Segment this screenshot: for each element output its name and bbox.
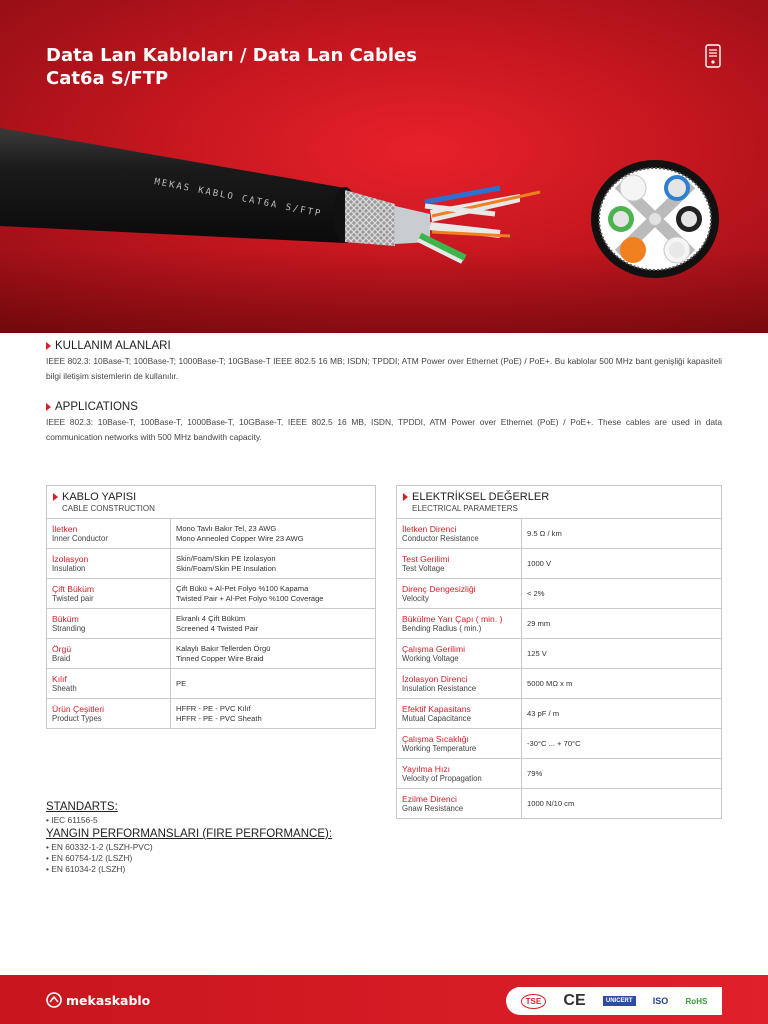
cable-print [150, 168, 350, 220]
row-label-en: Gnaw Resistance [402, 804, 464, 813]
table-row [397, 639, 722, 669]
row-value: 1000 N/10 cm [522, 789, 722, 819]
row-label-tr: İletken Direnci [402, 524, 457, 534]
table-row [47, 669, 376, 699]
row-label-en: Product Types [52, 714, 102, 723]
row-label-en: Test Voltage [402, 564, 445, 573]
table-row [47, 639, 376, 669]
row-value: Kalaylı Bakır Tellerden Örgü [176, 644, 271, 653]
ce-mark-icon: CE [563, 992, 586, 1009]
row-value: 9.5 Ω / km [522, 519, 722, 549]
table-row [397, 609, 722, 639]
row-label-en: Braid [52, 654, 71, 663]
row-value: Skin/Foam/Skin PE İzolasyon [176, 554, 276, 563]
tse-badge-icon: TSE [521, 994, 547, 1009]
table-row [397, 699, 722, 729]
electrical-subtitle: ELECTRICAL PARAMETERS [412, 504, 518, 513]
row-label-tr: Bükülme Yarı Çapı ( min. ) [402, 614, 503, 624]
title-line-2: Cat6a S/FTP [46, 68, 169, 89]
row-label-tr: Yayılma Hızı [402, 764, 451, 774]
row-label-en: Velocity [402, 594, 429, 603]
row-label-tr: Test Gerilimi [402, 554, 450, 564]
table-row [397, 759, 722, 789]
table-row [397, 669, 722, 699]
row-label-tr: Ezilme Direnci [402, 794, 457, 804]
brand-mark-icon [46, 992, 62, 1008]
row-value: 79% [522, 759, 722, 789]
row-label-tr: Çalışma Gerilimi [402, 644, 466, 654]
row-label-tr: Efektif Kapasitans [402, 704, 471, 714]
row-label-en: Inner Conductor [52, 534, 108, 543]
row-value: Tinned Copper Wire Braid [176, 653, 264, 663]
table-row [397, 729, 722, 759]
cable-print-text: MEKAS KABLO CAT6A S/FTP [153, 177, 323, 220]
row-value: 43 pF / m [522, 699, 722, 729]
table-row [47, 549, 376, 579]
row-label-tr: Direnç Dengesizliği [402, 584, 476, 594]
title-line-1: Data Lan Kabloları / Data Lan Cables [46, 45, 417, 66]
row-value: -30°C ... + 70°C [522, 729, 722, 759]
table-row [397, 579, 722, 609]
row-label-tr: Çalışma Sıcaklığı [402, 734, 469, 744]
caret-right-icon [46, 403, 51, 411]
row-value: HFFR - PE - PVC Kılıf [176, 704, 251, 713]
row-value: Ekranlı 4 Çift Büküm [176, 614, 246, 623]
applications-heading [46, 401, 138, 413]
row-label-en: Mutual Capacitance [402, 714, 471, 723]
caret-right-icon [403, 493, 408, 501]
brand-logo[interactable] [46, 992, 150, 1008]
page-title [46, 44, 417, 90]
row-label-en: Working Temperature [402, 744, 477, 753]
table-row [397, 519, 722, 549]
footer [0, 975, 768, 1024]
row-label-en: Bending Radius ( min.) [402, 624, 482, 633]
cable-cross-section [589, 158, 721, 280]
applications-heading-text: APPLICATIONS [55, 401, 138, 413]
construction-title: KABLO YAPISI [62, 491, 137, 503]
table-row [47, 519, 376, 549]
row-value: 1000 V [522, 549, 722, 579]
fire-standard-item: • EN 60332-1-2 (LSZH-PVC) [46, 842, 153, 852]
row-value: Çift Bükü + Al-Pet Folyo %100 Kapama [176, 584, 309, 593]
fire-standard-item: • EN 61034-2 (LSZH) [46, 864, 126, 874]
row-label-tr: Örgü [52, 644, 72, 654]
rohs-badge-icon: RoHS [685, 996, 708, 1006]
certification-badges [506, 987, 722, 1015]
electrical-title: ELEKTRİKSEL DEĞERLER [412, 491, 550, 503]
fire-standard-item: • EN 60754-1/2 (LSZH) [46, 853, 133, 863]
table-row [397, 549, 722, 579]
usage-heading-text: KULLANIM ALANLARI [55, 340, 171, 352]
brand-name: mekaskablo [66, 992, 151, 1008]
row-label-en: Conductor Resistance [402, 534, 479, 543]
table-row [47, 609, 376, 639]
table-row [47, 699, 376, 729]
datasheet-icon [705, 44, 721, 68]
row-label-tr: Çift Büküm [52, 584, 95, 594]
row-value: Twisted Pair + Al-Pet Folyo %100 Coverage [176, 593, 324, 603]
row-value: 5000 MΩ x m [522, 669, 722, 699]
construction-header [47, 486, 376, 519]
caret-right-icon [53, 493, 58, 501]
construction-table [46, 485, 376, 729]
iso-badge-icon: ISO [652, 996, 669, 1006]
row-value: Screened 4 Twisted Pair [176, 623, 259, 633]
fire-performance-heading: YANGIN PERFORMANSLARI (FIRE PERFORMANCE): [46, 828, 333, 840]
row-label-en: Insulation [52, 564, 86, 573]
table-row [47, 579, 376, 609]
hero-banner [0, 0, 768, 333]
row-value: PE [176, 678, 187, 688]
row-label-en: Sheath [52, 684, 77, 693]
standards-heading: STANDARTS: [46, 801, 118, 813]
row-value: Skin/Foam/Skin PE Insulation [176, 563, 277, 573]
row-label-tr: Büküm [52, 614, 79, 624]
row-value: 125 V [522, 639, 722, 669]
row-label-en: Working Voltage [402, 654, 459, 663]
cable-illustration [0, 118, 600, 278]
electrical-table [396, 485, 722, 819]
row-label-tr: Ürün Çeşitleri [52, 704, 105, 714]
table-row [397, 789, 722, 819]
unicert-badge-icon: UNICERT [603, 996, 636, 1006]
caret-right-icon [46, 342, 51, 350]
row-value: 29 mm [522, 609, 722, 639]
row-label-tr: Kılıf [52, 674, 67, 684]
row-label-en: Insulation Resistance [402, 684, 477, 693]
row-label-tr: İletken [52, 524, 78, 534]
construction-subtitle: CABLE CONSTRUCTION [62, 504, 155, 513]
usage-heading [46, 340, 171, 352]
row-label-tr: İzolasyon Direnci [402, 674, 468, 684]
row-value: < 2% [522, 579, 722, 609]
row-label-en: Stranding [52, 624, 86, 633]
row-label-en: Velocity of Propagation [402, 774, 482, 783]
standard-item: • IEC 61156-5 [46, 815, 98, 825]
row-label-tr: İzolasyon [52, 554, 89, 564]
row-value: HFFR - PE - PVC Sheath [176, 713, 262, 723]
applications-text: IEEE 802.3: 10Base-T, 100Base-T, 1000Base-T, 10GBase-T, IEEE 802.5 16 MB, ISDN, TPDDI, ATM Power over Ethernet (PoE) / PoE+. These cables are used in data communication networks with 500 MHz bandwith capacity. [46, 417, 722, 442]
row-value: Mono Tavlı Bakır Tel, 23 AWG [176, 524, 277, 533]
usage-text: IEEE 802.3: 10Base-T; 100Base-T; 1000Base-T; 10GBase-T IEEE 802.5 16 MB; ISDN; TPDDI; ATM Power over Ethernet (PoE) / PoE+. Bu kablolar 500 MHz bant genişliği kapasiteli bilgi iletişim sistemlerin de kullanılır. [46, 356, 722, 381]
electrical-header [397, 486, 722, 519]
row-label-en: Twisted pair [52, 594, 94, 603]
row-value: Mono Anneoled Copper Wire 23 AWG [176, 533, 304, 543]
